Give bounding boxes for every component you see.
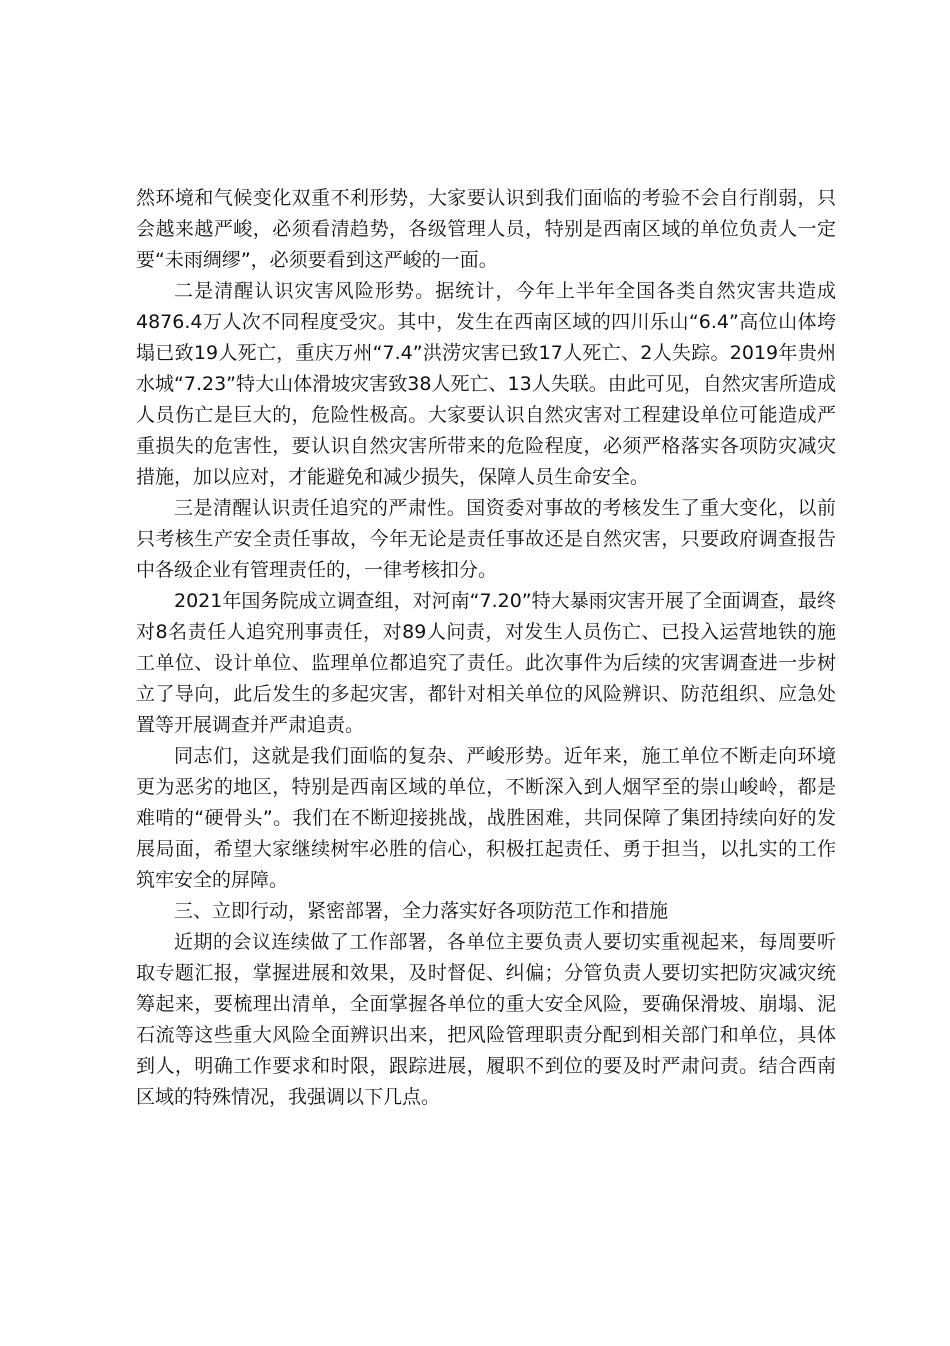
paragraph-comrades: 同志们，这就是我们面临的复杂、严峻形势。近年来，施工单位不断走向环境更为恶劣的地区，特别是西南区域的单位，不断深入到人烟罕至的崇山峻岭，都是难啃的“硬骨头”。我们在不断迎接挑战，战胜困难，共同保障了集团持续向好的发展局面，希望大家继续树牢必胜的信心，积极扛起责任、勇于担当，以扎实的工作筑牢安全的屏障。 <box>136 745 836 891</box>
paragraph-henan-investigation: 2021年国务院成立调查组，对河南“7.20”特大暴雨灾害开展了全面调查，最终对8名责任人追究刑事责任，对89人问责，对发生人员伤亡、已投入运营地铁的施工单位、设计单位、监理单位都追究了责任。此次事件为后续的灾害调查进一步树立了导向，此后发生的多起灾害，都针对相关单位的风险辨识、防范组织、应急处置等开展调查并严肃追责。 <box>136 590 836 736</box>
paragraph-accountability: 三是清醒认识责任追究的严肃性。国资委对事故的考核发生了重大变化，以前只考核生产安全责任事故，今年无论是责任事故还是自然灾害，只要政府调查报告中各级企业有管理责任的，一律考核扣分。 <box>136 497 836 581</box>
document-body <box>136 183 836 1113</box>
paragraph-continuation: 然环境和气候变化双重不利形势，大家要认识到我们面临的考验不会自行削弱，只会越来越严峻，必须看清趋势，各级管理人员，特别是西南区域的单位负责人一定要“未雨绸缪”，必须要看到这严峻的一面。 <box>136 187 836 271</box>
section-heading-three: 三、立即行动，紧密部署，全力落实好各项防范工作和措施 <box>174 900 669 922</box>
paragraph-deployment: 近期的会议连续做了工作部署，各单位主要负责人要切实重视起来，每周要听取专题汇报，掌握进展和效果，及时督促、纠偏；分管负责人要切实把防灾减灾统筹起来，要梳理出清单，全面掌握各单位的重大安全风险，要确保滑坡、崩塌、泥石流等这些重大风险全面辨识出来，把风险管理职责分配到相关部门和单位，具体到人，明确工作要求和时限，跟踪进展，履职不到位的要及时严肃问责。结合西南区域的特殊情况，我强调以下几点。 <box>136 931 836 1108</box>
paragraph-disaster-risk: 二是清醒认识灾害风险形势。据统计，今年上半年全国各类自然灾害共造成4876.4万人次不同程度受灾。其中，发生在西南区域的四川乐山“6.4”高位山体垮塌已致19人死亡，重庆万州“7.4”洪涝灾害已致17人死亡、2人失踪。2019年贵州水城“7.23”特大山体滑坡灾害致38人死亡、13人失联。由此可见，自然灾害所造成人员伤亡是巨大的，危险性极高。大家要认识自然灾害对工程建设单位可能造成严重损失的危害性，要认识自然灾害所带来的危险程度，必须严格落实各项防灾减灾措施，加以应对，才能避免和减少损失，保障人员生命安全。 <box>136 280 836 488</box>
